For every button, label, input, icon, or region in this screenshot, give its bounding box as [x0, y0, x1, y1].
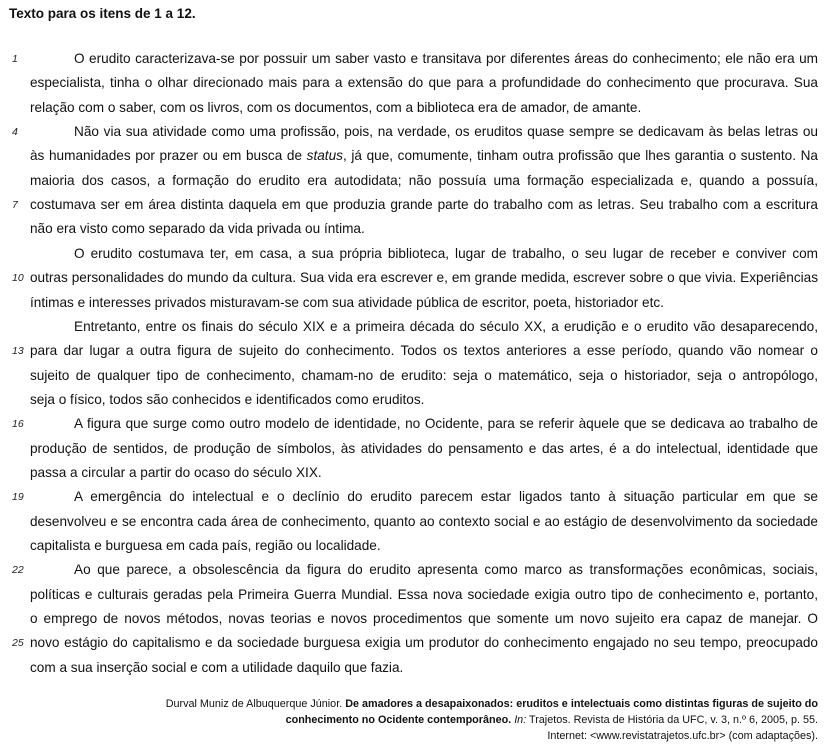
- passage-line: relação com o saber, com os livros, com os documentos, com a biblioteca era de amador, de amante.: [30, 100, 642, 115]
- passage-line: desenvolveu e se encontra cada área de conhecimento, quanto ao contexto social e ao estágio de desenvolvimento da sociedade: [30, 514, 818, 529]
- passage-line: não era visto como separado da vida privada ou íntima.: [30, 221, 365, 236]
- line-number: 7: [12, 199, 18, 211]
- passage-line: seja o físico, todos são conhecidos e identificados como eruditos.: [30, 392, 425, 407]
- passage-line: especialista, tinha o olhar direcionado mais para a extensão do que para a profundidade do conhecimento que procurava. Sua: [30, 75, 818, 90]
- line-number: 4: [12, 126, 18, 138]
- line-number: 13: [12, 345, 24, 357]
- passage-line: O erudito caracterizava-se por possuir um saber vasto e transitava por diferentes áreas do conhecimento; ele não era um: [74, 51, 818, 66]
- passage-line: O erudito costumava ter, em casa, a sua própria biblioteca, lugar de trabalho, o seu lugar de receber e conviver com: [74, 246, 818, 261]
- source-line: conhecimento no Ocidente contemporâneo. In: Trajetos. Revista de História da UFC, v. 3, n.º 6, 2005, p. 55.: [285, 714, 818, 726]
- passage-line: outras personalidades do mundo da cultura. Sua vida era escrever e, em grande medida, escrever sobre o que vivia. Experiências: [30, 270, 818, 285]
- passage-line: passa a circular a partir do ocaso do século XIX.: [30, 465, 322, 480]
- passage-line: às humanidades por prazer ou em busca de status, já que, comumente, tinham outra profissão que lhes garantia o sustento. Na: [30, 148, 818, 163]
- passage-line: com a sua inserção social e com a utilidade daquilo que fazia.: [30, 660, 404, 675]
- passage-line: o emprego de novos métodos, novas teorias e novos procedimentos que somente um novo sujeito era capaz de manejar. O: [30, 611, 818, 626]
- line-number: 25: [12, 637, 24, 649]
- passage-line: Não via sua atividade como uma profissão, pois, na verdade, os eruditos quase sempre se dedicavam às belas letras ou: [74, 124, 818, 139]
- passage-line: políticas e culturais geradas pela Primeira Guerra Mundial. Essa nova sociedade exigia outro tipo de conhecimento e, portanto,: [30, 587, 818, 602]
- line-number: 22: [12, 564, 24, 576]
- passage-line: costumava ser em área distinta daquela em que produzia grande parte do trabalho com as letras. Seu trabalho com a escritura: [30, 197, 818, 212]
- source-line: Internet: <www.revistatrajetos.ufc.br> (com adaptações).: [547, 730, 818, 742]
- passage-line: íntimas e interesses privados misturavam-se com sua atividade pública de escritor, poeta, historiador etc.: [30, 295, 664, 310]
- passage-line: A figura que surge como outro modelo de identidade, no Ocidente, para se referir àquele que se dedicava ao trabalho de: [74, 416, 818, 431]
- passage-line: capitalista e burguesa em cada país, região ou localidade.: [30, 538, 381, 553]
- passage-line: A emergência do intelectual e o declínio do erudito parecem estar ligados tanto à situação particular em que se: [74, 489, 818, 504]
- passage-line: Ao que parece, a obsolescência da figura do erudito apresenta como marco as transformações econômicas, sociais,: [74, 562, 818, 577]
- line-number: 16: [12, 418, 24, 430]
- line-number: 10: [12, 272, 24, 284]
- passage-line: sujeito de qualquer tipo de conhecimento, chamam-no de erudito: seja o matemático, seja o historiador, seja o antropólogo,: [30, 368, 818, 383]
- passage-line: maioria dos casos, a formação do erudito era autodidata; não possuía uma formação especializada e, quando a possuía,: [30, 173, 818, 188]
- text-heading: Texto para os itens de 1 a 12.: [9, 6, 196, 21]
- passage-line: para dar lugar a outra figura de sujeito do conhecimento. Todos os textos anteriores a esse período, quando vão nomear o: [30, 343, 818, 358]
- line-number: 19: [12, 491, 24, 503]
- passage-line: novo estágio do capitalismo e da sociedade burguesa exigia um produtor do conhecimento engajado no seu tempo, preocupado: [30, 635, 818, 650]
- passage-line: produção de sentidos, de produção de símbolos, às atividades do pensamento e das artes, é a do intelectual, identidade que: [30, 441, 818, 456]
- line-number: 1: [12, 53, 18, 65]
- source-line: Durval Muniz de Albuquerque Júnior. De amadores a desapaixonados: eruditos e intelectuais como distintas figuras de sujeito do: [165, 698, 818, 710]
- passage-line: Entretanto, entre os finais do século XIX e a primeira década do século XX, a erudição e o erudito vão desaparecendo,: [74, 319, 818, 334]
